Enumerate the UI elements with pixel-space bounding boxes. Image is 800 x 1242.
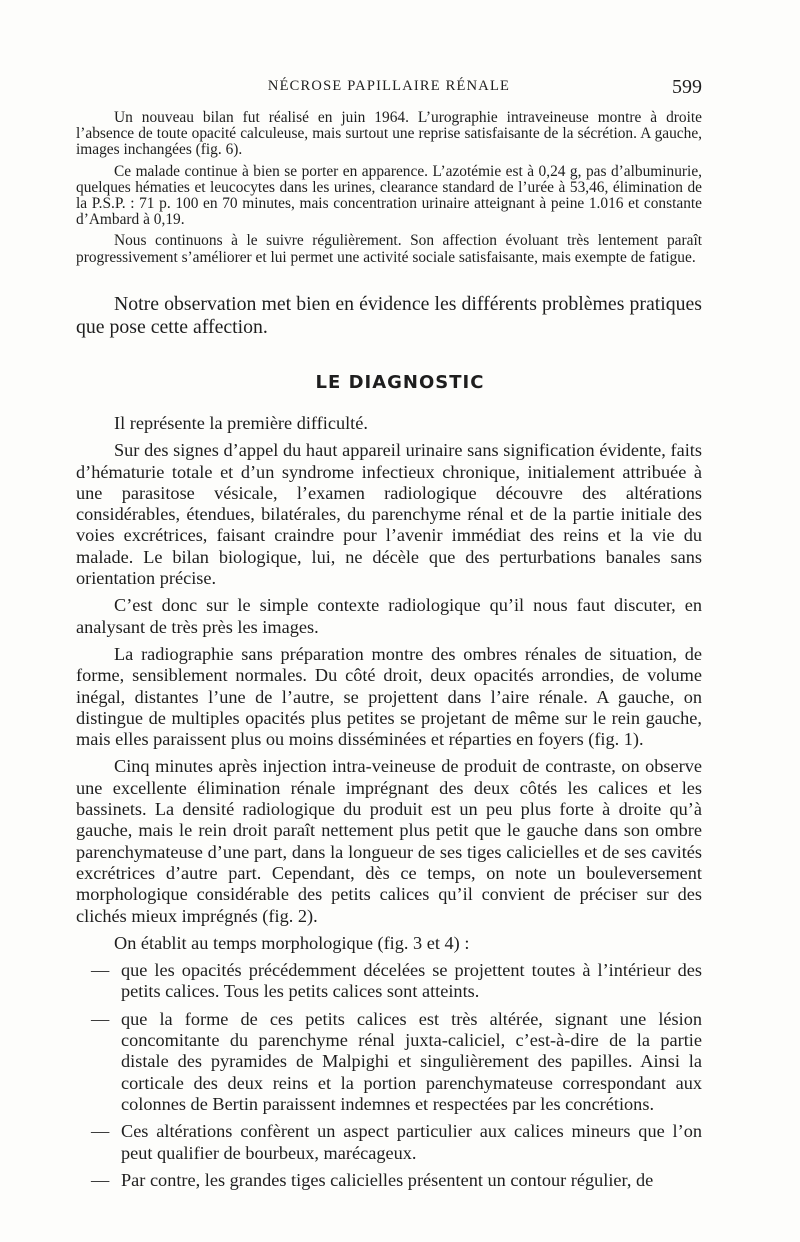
dash-list-item: [76, 1009, 702, 1115]
dash-item-text: que la forme de ces petits calices est très altérée, signant une lésion concomitante du parenchyme rénal juxta-caliciel, c’est-à-dire de la partie distale des pyramides de Malpighi et singulièrement des papilles. Ainsi la corticale des deux reins et la portion parenchymateuse correspondant aux colonnes de Bertin paraissent indemnes et respectées par les concrétions.: [121, 1008, 702, 1114]
running-title: NÉCROSE PAPILLAIRE RÉNALE: [267, 78, 511, 94]
paragraph: Nous continuons à le suivre régulièrement. Son affection évoluant très lentement paraît progressivement s’améliorer et lui permet une activité sociale satisfaisante, mais exempte de fatigue.: [76, 232, 702, 266]
dash-list-item: [76, 1170, 702, 1191]
dash-list-item: [76, 1121, 702, 1164]
dash-marker: —: [91, 1008, 110, 1029]
paragraph: Sur des signes d’appel du haut appareil urinaire sans signification évidente, faits d’hématurie totale et d’un syndrome infectieux chronique, initialement attribuée à une parasitose vésicale, l’examen radiologique découvre des altérations considérables, étendues, bilatérales, du parenchyme rénal et de la partie initiale des voies excrétrices, faisant craindre pour l’avenir immédiat des reins et la vie du malade. Le bilan biologique, lui, ne décèle que des perturbations banales sans orientation précise.: [76, 440, 702, 589]
diagnostic-body-text: [76, 413, 702, 1197]
paragraph: La radiographie sans préparation montre des ombres rénales de situation, de forme, sensiblement normales. Du côté droit, deux opacités arrondies, de volume inégal, distantes l’une de l’autre, se projettent dans l’aire rénale. A gauche, on distingue de multiples opacités plus petites se projetant de même sur le rein gauche, mais elles paraissent plus ou moins disséminées et réparties en foyers (fig. 1).: [76, 643, 702, 750]
dash-item-text: que les opacités précédemment décelées se projettent toutes à l’intérieur des petits calices. Tous les petits calices sont atteints.: [121, 960, 702, 1002]
page-number: 599: [672, 76, 702, 98]
section-heading: LE DIAGNOSTIC: [315, 372, 485, 393]
dash-list-item: [76, 960, 702, 1003]
paragraph: Il représente la première difficulté.: [114, 413, 368, 433]
list-intro: On établit au temps morphologique (fig. 3 et 4) :: [114, 932, 470, 953]
dash-item-text: Par contre, les grandes tiges calicielles présentent un contour régulier, de: [121, 1169, 654, 1190]
dash-item-text: Ces altérations confèrent un aspect particulier aux calices mineurs que l’on peut qualifier de bourbeux, marécageux.: [121, 1121, 702, 1163]
dash-marker: —: [91, 1169, 110, 1190]
paragraph: Cinq minutes après injection intra-veineuse de produit de contraste, on observe une excellente élimination rénale imprégnant des deux côtés les calices et les bassinets. La densité radiologique du produit est un peu plus forte à droite qu’à gauche, mais le rein droit paraît nettement plus petit que le gauche dans son ombre parenchymateuse d’une part, dans la longueur de ses tiges calicielles et de ses cavités excrétrices d’autre part. Cependant, dès ce temps, on note un bouleversement morphologique considérable des petits calices qu’il convient de préciser sur des clichés mieux imprégnés (fig. 2).: [76, 756, 702, 926]
paragraph: C’est donc sur le simple contexte radiologique qu’il nous faut discuter, en analysant de très près les images.: [76, 595, 702, 637]
observation-paragraph: Notre observation met bien en évidence les différents problèmes pratiques que pose cette affection.: [76, 293, 702, 338]
paragraph: Ce malade continue à bien se porter en apparence. L’azotémie est à 0,24 g, pas d’albuminurie, quelques hématies et leucocytes dans les urines, clearance standard de l’urée à 53,46, élimination de la P.S.P. : 71 p. 100 en 70 minutes, mais concentration urinaire atteignant à peine 1.016 et constante d’Ambard à 0,19.: [76, 162, 702, 229]
case-followup-text: [76, 110, 702, 271]
paragraph: Un nouveau bilan fut réalisé en juin 1964. L’urographie intraveineuse montre à droite l’absence de toute opacité calculeuse, mais surtout une reprise satisfaisante de la sécrétion. A gauche, images inchangées (fig. 6).: [76, 109, 702, 159]
page-header: [76, 76, 702, 100]
dash-marker: —: [91, 1121, 110, 1142]
dash-marker: —: [91, 960, 110, 981]
